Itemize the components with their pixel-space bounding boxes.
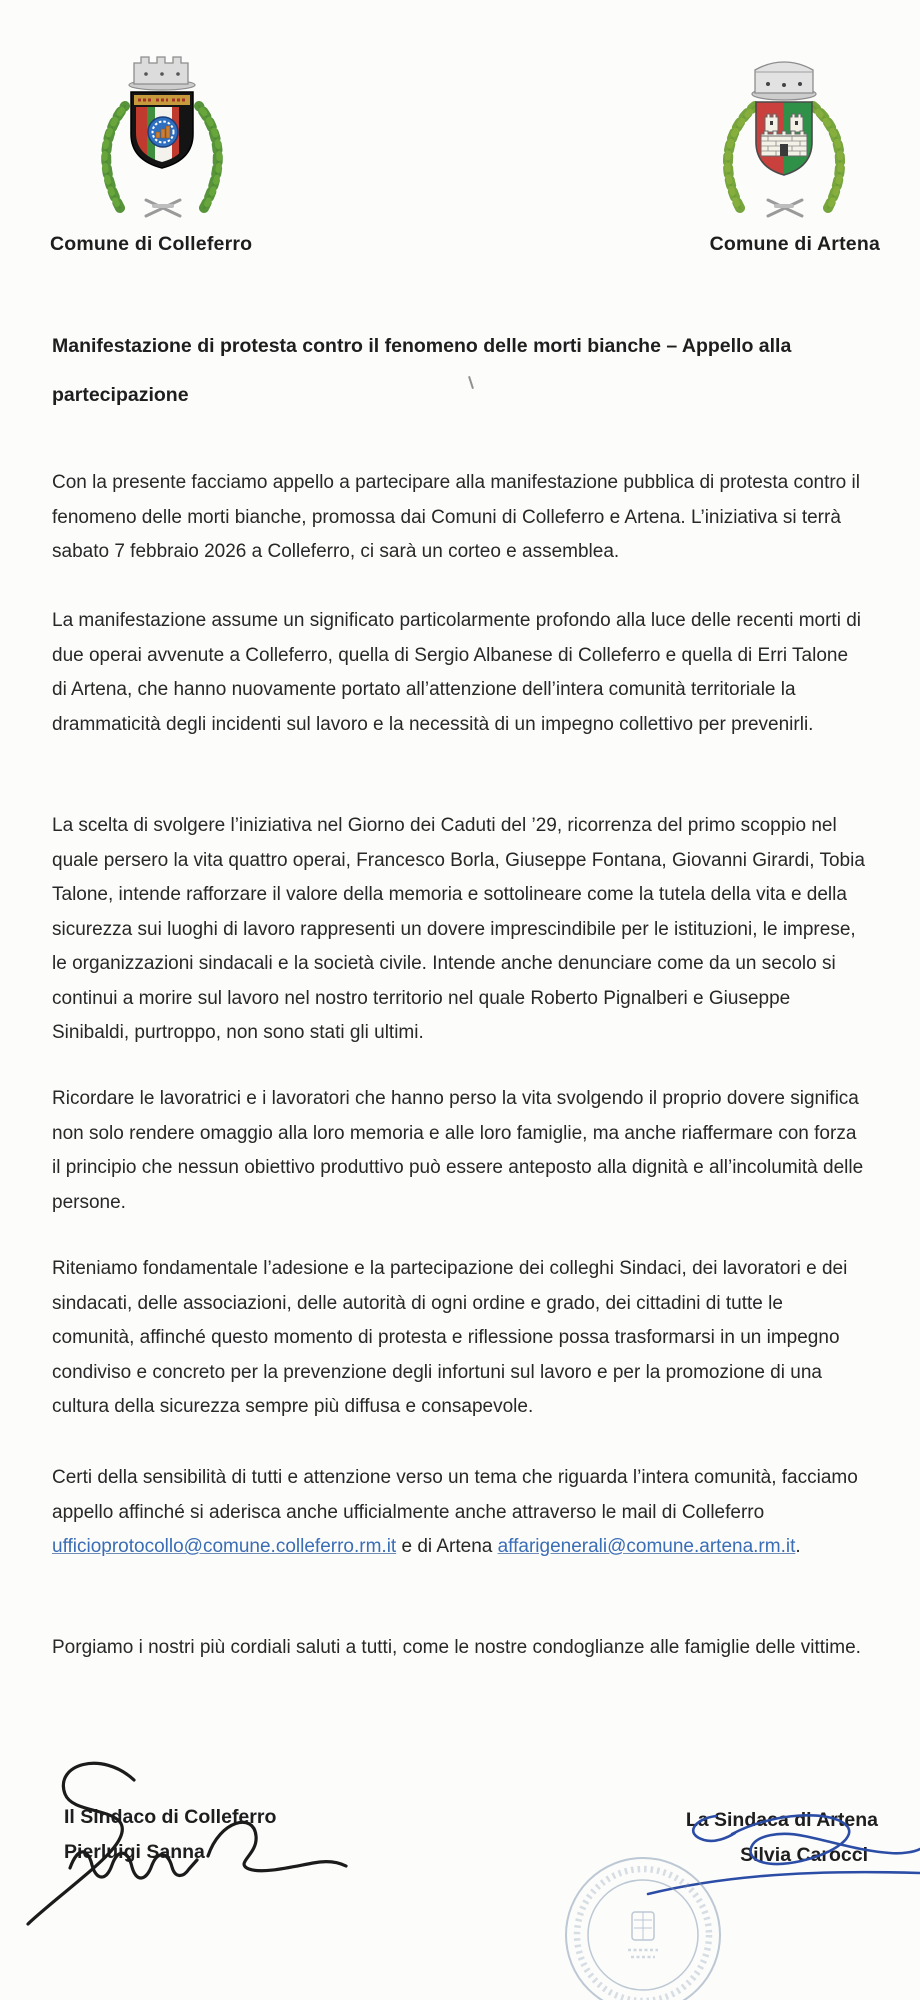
org-name-colleferro: Comune di Colleferro	[50, 233, 253, 255]
paragraph-anniversary: La scelta di svolgere l’iniziativa nel Giorno dei Caduti del ’29, ricorrenza del primo scoppio nel quale persero la vita quattro operai, Francesco Borla, Giuseppe Fontana, Giovanni Girardi, Tobia Talone, intende rafforzare il valore della memoria e sottolineare come la tutela della vita e della sicurezza sui luoghi di lavoro rappresenti un dovere imprescindibile per le istituzioni, le imprese, le organizzazioni sindacali e la società civile. Intende anche denunciare come da un secolo si continui a morire sul lavoro nel nostro territorio nel quale Roberto Pignalberi e Giuseppe Sinibaldi, purtroppo, non sono stati gli ultimi.	[52, 815, 865, 1043]
artena-mayor-title: La Sindaca di Artena	[685, 1809, 878, 1831]
letter-subject-line1: Manifestazione di protesta contro il fenomeno delle morti bianche – Appello alla	[52, 335, 792, 357]
colleferro-mayor-name: Pierluigi Sanna	[64, 1841, 205, 1863]
paragraph-appeal: Con la presente facciamo appello a partecipare alla manifestazione pubblica di protesta contro il fenomeno delle morti bianche, promossa dai Comuni di Colleferro e Artena. L’iniziativa si terrà sabato 7 febbraio 2026 a Colleferro, ci sarà un corteo e assemblea.	[52, 472, 860, 562]
paragraph-emails-text-before: Certi della sensibilità di tutti e attenzione verso un tema che riguarda l’intera comunità, facciamo appello affinché si aderisca anche ufficialmente anche attraverso le mail di Colleferro	[52, 1467, 858, 1523]
paragraph-closing: Porgiamo i nostri più cordiali saluti a tutti, come le nostre condoglianze alle famiglie delle vittime.	[52, 1637, 861, 1658]
artena-coat-of-arms-icon	[710, 52, 858, 224]
signature-block-colleferro	[64, 1800, 276, 1870]
paragraph-recent-deaths: La manifestazione assume un significato particolarmente profondo alla luce delle recenti morti di due operai avvenute a Colleferro, quella di Sergio Albanese di Colleferro e quella di Erri Talone di Artena, che hanno nuovamente portato all’attenzione dell’intera comunità territoriale la drammaticità degli incidenti sul lavoro e la necessità di un impegno collettivo per prevenirli.	[52, 610, 861, 735]
paragraph-participation: Riteniamo fondamentale l’adesione e la partecipazione dei colleghi Sindaci, dei lavoratori e dei sindacati, delle associazioni, delle autorità di ogni ordine e grado, dei cittadini di tutte le comunità, affinché questo momento di protesta e riflessione possa trasformarsi in un impegno condiviso e concreto per la prevenzione degli infortuni sul lavoro e per la promozione di una cultura della sicurezza sempre più diffusa e consapevole.	[52, 1258, 848, 1417]
paragraph-remembrance: Ricordare le lavoratrici e i lavoratori che hanno perso la vita svolgendo il proprio dovere significa non solo rendere omaggio alla loro memoria e alle loro famiglie, ma anche riaffermare con forza il principio che nessun obiettivo produttivo può essere anteposto alla dignità e all’incolumità delle persone.	[52, 1088, 864, 1213]
artena-email-link[interactable]: affarigenerali@comune.artena.rm.it	[497, 1536, 796, 1557]
colleferro-email-link[interactable]: ufficioprotocollo@comune.colleferro.rm.it	[52, 1536, 397, 1557]
letter-subject	[52, 322, 880, 420]
paragraph-emails-text-middle: e di Artena	[396, 1536, 498, 1557]
paragraph-emails	[52, 1461, 866, 1565]
signature-block-artena	[686, 1803, 878, 1873]
colleferro-coat-of-arms-icon	[86, 48, 238, 224]
colleferro-mayor-title: Il Sindaco di Colleferro	[64, 1806, 277, 1828]
artena-crest-icon	[710, 52, 858, 229]
artena-mayor-name: Silvia Carocci	[740, 1844, 868, 1866]
colleferro-crest-icon	[86, 48, 238, 229]
paragraph-emails-text-after: .	[795, 1536, 801, 1557]
letter-subject-line2: partecipazione	[52, 384, 189, 406]
org-name-artena: Comune di Artena	[709, 233, 880, 255]
